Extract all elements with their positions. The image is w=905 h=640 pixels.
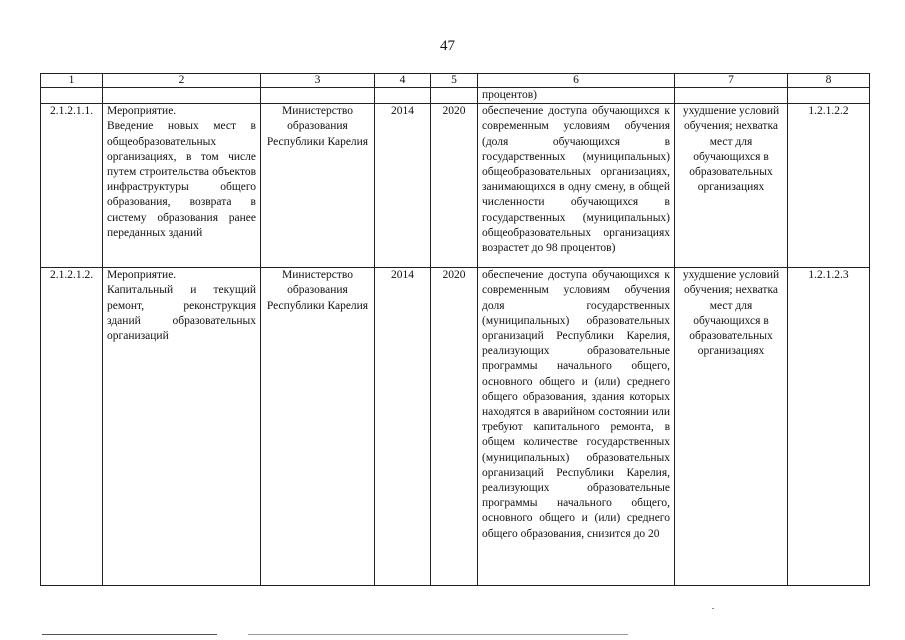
activity-cell: Мероприятие. Капитальный и текущий ремонт, реконструкция зданий образовательных организаций <box>103 268 261 586</box>
link-cell: 1.2.1.2.3 <box>788 268 870 586</box>
scan-artifact <box>712 608 714 609</box>
result-cell: процентов) <box>478 88 675 104</box>
consequences-cell: ухудшение условий обучения; нехватка мест для обучающихся в образовательных организациях <box>675 268 788 586</box>
consequences-cell: ухудшение условий обучения; нехватка мест для обучающихся в образовательных организациях <box>675 104 788 268</box>
table-cell <box>431 88 478 104</box>
activities-table <box>40 73 870 586</box>
continuation-row <box>41 88 870 104</box>
table-cell <box>261 88 375 104</box>
column-header: 1 <box>41 74 103 88</box>
table-row <box>41 268 870 586</box>
column-header: 8 <box>788 74 870 88</box>
end-year-cell: 2020 <box>431 268 478 586</box>
table-row <box>41 104 870 268</box>
page-number: 47 <box>440 38 455 54</box>
executor-cell: Министерство образования Республики Карелия <box>261 104 375 268</box>
end-year-cell: 2020 <box>431 104 478 268</box>
activity-cell: Мероприятие. Введение новых мест в общеобразовательных организациях, в том числе путем строительства объектов инфраструктуры общего образования, возврата в систему образования ранее переданных зданий <box>103 104 261 268</box>
result-cell: обеспечение доступа обучающихся к современным условиям обучения (доля обучающихся в государственных (муниципальных) общеобразовательных организациях, занимающихся в одну смену, в общей численности обучающихся в государственных (муниципальных) общеобразовательных организациях возрастет до 98 процентов) <box>478 104 675 268</box>
header-row <box>41 74 870 88</box>
table-cell <box>788 88 870 104</box>
footer-rule <box>42 634 217 635</box>
code-cell: 2.1.2.1.1. <box>41 104 103 268</box>
code-cell: 2.1.2.1.2. <box>41 268 103 586</box>
column-header: 4 <box>375 74 431 88</box>
column-header: 7 <box>675 74 788 88</box>
start-year-cell: 2014 <box>375 268 431 586</box>
table-cell <box>675 88 788 104</box>
table-cell <box>41 88 103 104</box>
executor-cell: Министерство образования Республики Карелия <box>261 268 375 586</box>
link-cell: 1.2.1.2.2 <box>788 104 870 268</box>
table-cell <box>375 88 431 104</box>
column-header: 5 <box>431 74 478 88</box>
table-cell <box>103 88 261 104</box>
footer-rule-faint <box>248 634 628 635</box>
start-year-cell: 2014 <box>375 104 431 268</box>
column-header: 3 <box>261 74 375 88</box>
result-cell: обеспечение доступа обучающихся к современным условиям обучения доля государственных (муниципальных) образовательных организаций Республики Карелия, реализующих образовательные программы начального общего, основного общего и (или) среднего общего образования, здания которых находятся в аварийном состоянии или требуют капитального ремонта, в общем количестве государственных (муниципальных) образовательных организаций Республики Карелия, реализующих образовательные программы начального общего, основного общего и (или) среднего общего образования, снизится до 20 <box>478 268 675 586</box>
column-header: 6 <box>478 74 675 88</box>
column-header: 2 <box>103 74 261 88</box>
